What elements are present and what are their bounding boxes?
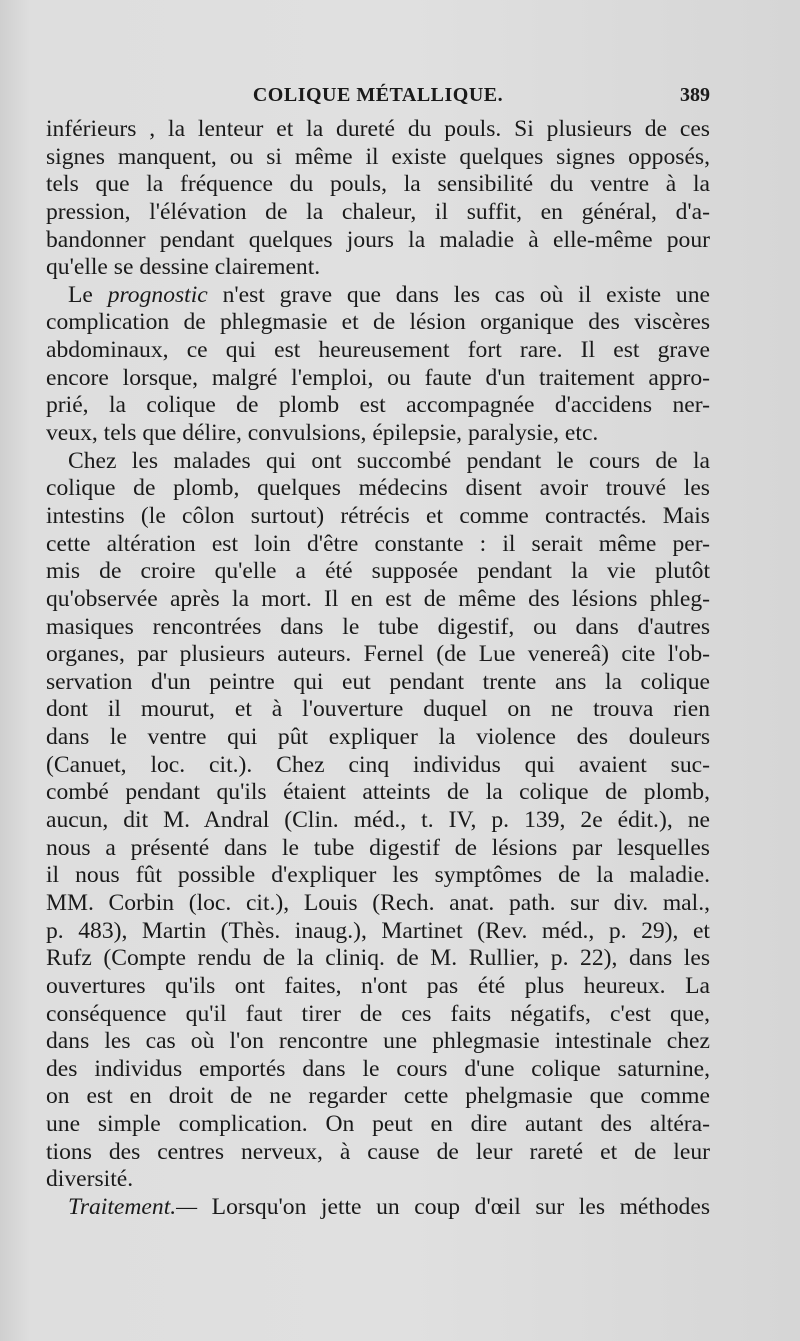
text-line: complication de phlegmasie et de lésion organique des viscères	[46, 309, 710, 336]
text-line: pression, l'élévation de la chaleur, il suffit, en général, d'a-	[46, 198, 710, 225]
text-line: tions des centres nerveux, à cause de leur rareté et de leur	[46, 1138, 710, 1165]
text-line: signes manquent, ou si même il existe quelques signes opposés,	[46, 143, 710, 170]
text-line: il nous fût possible d'expliquer les symptômes de la maladie.	[46, 862, 710, 889]
text-line: Chez les malades qui ont succombé pendant le cours de la	[68, 447, 710, 474]
text-line: nous a présenté dans le tube digestif de lésions par lesquelles	[46, 834, 710, 861]
body-text	[46, 116, 710, 1222]
text-line: veux, tels que délire, convulsions, épilepsie, paralysie, etc.	[46, 420, 599, 447]
text-line: ouvertures qu'ils ont faites, n'ont pas été plus heureux. La	[46, 972, 710, 999]
text-line: abdominaux, ce qui est heureusement fort rare. Il est grave	[46, 337, 710, 364]
text-line: organes, par plusieurs auteurs. Fernel (de Lue venereâ) cite l'ob-	[46, 641, 710, 668]
page-header	[46, 84, 710, 114]
text-line: cette altération est loin d'être constante : il serait même per-	[46, 530, 710, 557]
text-line: masiques rencontrées dans le tube digestif, ou dans d'autres	[46, 613, 710, 640]
text-line: dans le ventre qui pût expliquer la violence des douleurs	[46, 724, 710, 751]
text-line: dans les cas où l'on rencontre une phlegmasie intestinale chez	[46, 1028, 710, 1055]
text-line: MM. Corbin (loc. cit.), Louis (Rech. anat. path. sur div. mal.,	[46, 889, 710, 916]
text-line: Le prognostic n'est grave que dans les cas où il existe une	[68, 281, 710, 308]
page-number: 389	[680, 84, 710, 106]
text-line: Traitement.— Lorsqu'on jette un coup d'œil sur les méthodes	[68, 1193, 710, 1220]
text-line: tels que la fréquence du pouls, la sensibilité du ventre à la	[46, 171, 710, 198]
text-line: prié, la colique de plomb est accompagnée d'accidens ner-	[46, 392, 710, 419]
text-line: qu'observée après la mort. Il en est de même des lésions phleg-	[46, 585, 710, 612]
text-line: combé pendant qu'ils étaient atteints de la colique de plomb,	[46, 779, 710, 806]
text-line: une simple complication. On peut en dire autant des altéra-	[46, 1111, 710, 1138]
text-line: aucun, dit M. Andral (Clin. méd., t. IV, p. 139, 2e édit.), ne	[46, 807, 710, 834]
text-line: servation d'un peintre qui eut pendant trente ans la colique	[46, 668, 710, 695]
text-line: dont il mourut, et à l'ouverture duquel on ne trouva rien	[46, 696, 710, 723]
text-line: qu'elle se dessine clairement.	[46, 254, 321, 281]
text-line: (Canuet, loc. cit.). Chez cinq individus qui avaient suc-	[46, 751, 710, 778]
text-line: Rufz (Compte rendu de la cliniq. de M. Rullier, p. 22), dans les	[46, 945, 710, 972]
text-line: bandonner pendant quelques jours la maladie à elle-même pour	[46, 226, 710, 253]
running-title: COLIQUE MÉTALLIQUE.	[252, 84, 504, 106]
text-line: colique de plomb, quelques médecins disent avoir trouvé les	[46, 475, 710, 502]
text-line: on est en droit de ne regarder cette phelgmasie que comme	[46, 1083, 710, 1110]
text-line: conséquence qu'il faut tirer de ces faits négatifs, c'est que,	[46, 1000, 710, 1027]
text-line: des individus emportés dans le cours d'une colique saturnine,	[46, 1055, 710, 1082]
text-line: intestins (le côlon surtout) rétrécis et comme contractés. Mais	[46, 502, 710, 529]
text-line: encore lorsque, malgré l'emploi, ou faute d'un traitement appro-	[46, 364, 710, 391]
text-line: p. 483), Martin (Thès. inaug.), Martinet (Rev. méd., p. 29), et	[46, 917, 710, 944]
text-line: diversité.	[46, 1166, 134, 1193]
text-line: mis de croire qu'elle a été supposée pendant la vie plutôt	[46, 558, 710, 585]
text-line: inférieurs , la lenteur et la dureté du pouls. Si plusieurs de ces	[46, 116, 710, 142]
